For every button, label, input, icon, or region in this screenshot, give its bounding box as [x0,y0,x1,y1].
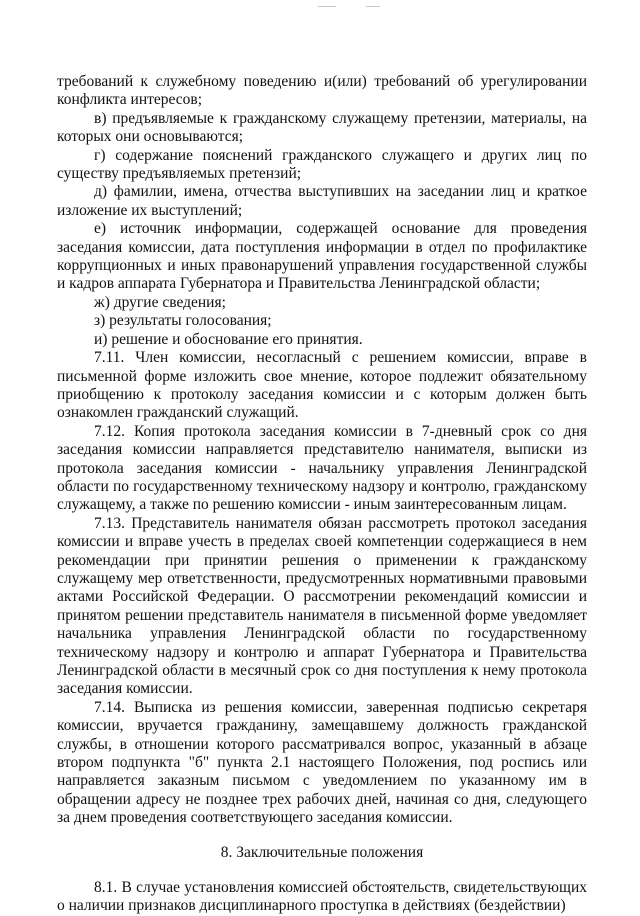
paragraph-8-1: 8.1. В случае установления комиссией обстоятельств, свидетельствующих о наличии признаков дисциплинарного проступка в действиях (бездействии) [57,879,587,915]
scan-edge-marks [0,4,640,10]
paragraph-7-11: 7.11. Член комиссии, несогласный с решением комиссии, вправе в письменной форме изложить свое мнение, которое подлежит обязательному приобщению к протоколу заседания комиссии и с которым должен быть ознакомлен гражданский служащий. [57,349,587,422]
paragraph-7-14: 7.14. Выписка из решения комиссии, заверенная подписью секретаря комиссии, вручается гражданину, замещавшему должность гражданской службы, в отношении которого рассматривался вопрос, указанный в абзаце втором подпункта "б" пункта 2.1 настоящего Положения, под роспись или направляется заказным письмом с уведомлением по указанному им в обращении адресу не позднее трех рабочих дней, начиная со дня, следующего за днем проведения соответствующего заседания комиссии. [57,698,587,827]
paragraph-item-d: д) фамилии, имена, отчества выступивших на заседании лиц и краткое изложение их выступлений; [57,183,587,219]
paragraph-7-12: 7.12. Копия протокола заседания комиссии в 7-дневный срок со дня заседания комиссии направляется представителю нанимателя, выписки из протокола заседания комиссии - начальнику управления Ленинградской области по государственному техническому надзору и контролю, гражданскому служащему, а также по решению комиссии - иным заинтересованным лицам. [57,422,587,514]
paragraph-item-e: е) источник информации, содержащей основание для проведения заседания комиссии, дата поступления информации в отдел по профилактике коррупционных и иных правонарушений управления государственной службы и кадров аппарата Губернатора и Правительства Ленинградской области; [57,220,587,293]
paragraph-item-z: з) результаты голосования; [94,312,272,330]
paragraph-7-13: 7.13. Представитель нанимателя обязан рассмотреть протокол заседания комиссии и вправе учесть в пределах своей компетенции содержащиеся в нем рекомендации при принятии решения о применении к гражданскому служащему мер ответственности, предусмотренных нормативными правовыми актами Российской Федерации. О рассмотрении рекомендаций комиссии и принятом решении представитель нанимателя в письменной форме уведомляет начальника управления Ленинградской области по государственному техническому надзору и контролю и аппарат Губернатора и Правительства Ленинградской области в месячный срок со дня поступления к нему протокола заседания комиссии. [57,514,587,698]
paragraph-item-i: и) решение и обоснование его принятия. [94,330,363,348]
paragraph-item-v: в) предъявляемые к гражданскому служащему претензии, материалы, на которых они основываются; [57,109,587,146]
paragraph-item-zh: ж) другие сведения; [94,293,226,311]
section-heading: 8. Заключительные положения [220,843,424,861]
document-body [57,73,587,916]
paragraph-continuation: требований к служебному поведению и(или) требований об урегулировании конфликта интересов; [57,73,587,109]
paragraph-item-g: г) содержание пояснений гражданского служащего и других лиц по существу предъявляемых претензий; [57,146,587,183]
